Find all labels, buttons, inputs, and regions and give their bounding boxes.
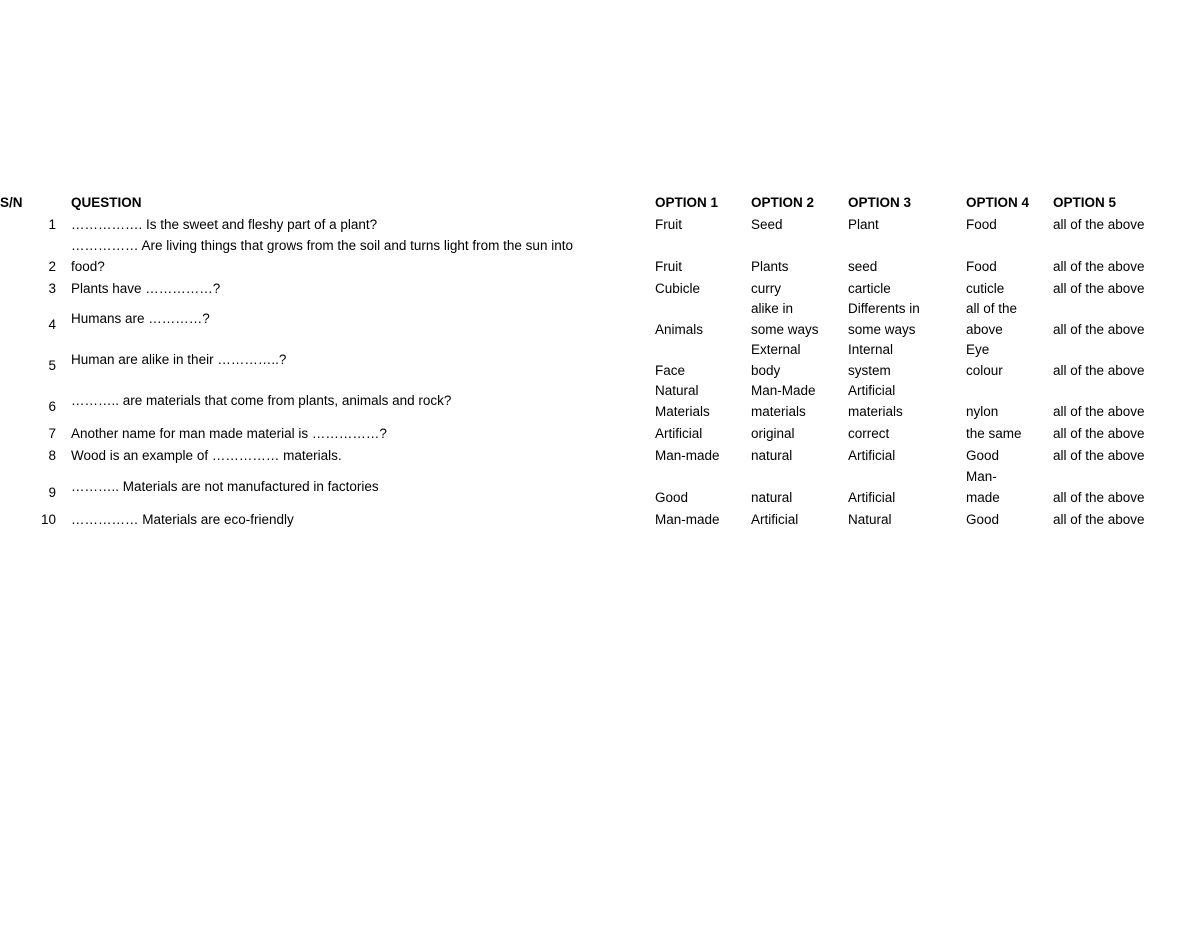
option-4 <box>966 277 1050 299</box>
option-5 <box>1053 277 1200 299</box>
option-2 <box>751 340 845 381</box>
option-2-line: natural <box>751 447 793 463</box>
question-text-line: Another name for man made material is ……………? <box>71 425 387 441</box>
question-text <box>71 299 641 344</box>
option-3 <box>848 466 963 508</box>
option-5-line: all of the above <box>1053 280 1145 296</box>
table-row <box>0 444 1200 466</box>
option-1-line: Good <box>655 489 689 505</box>
option-3 <box>848 508 963 530</box>
header-option-4: OPTION 4 <box>966 194 1030 210</box>
question-text-line: ……….. Materials are not manufactured in factories <box>71 478 379 494</box>
option-2 <box>751 508 845 530</box>
table-header-row <box>0 192 1200 213</box>
option-5 <box>1053 466 1200 508</box>
option-5-line: all of the above <box>1053 216 1145 232</box>
option-1 <box>655 422 747 444</box>
option-3-line: correct <box>848 425 890 441</box>
option-4-line: Man- <box>966 469 997 484</box>
row-number: 1 <box>48 216 56 232</box>
option-5 <box>1053 299 1200 340</box>
option-5 <box>1053 422 1200 444</box>
option-2-line: External <box>751 342 801 357</box>
option-2-line: alike in <box>751 301 794 316</box>
row-number: 3 <box>48 280 56 296</box>
option-1-line: Materials <box>655 403 710 419</box>
option-1 <box>655 235 747 277</box>
option-1 <box>655 508 747 530</box>
table-body <box>0 213 1200 530</box>
option-4-line: colour <box>966 362 1003 378</box>
option-5 <box>1053 213 1200 235</box>
question-text-line: ……….. are materials that come from plants, animals and rock? <box>71 393 452 409</box>
option-1-line: Animals <box>655 321 704 337</box>
option-1 <box>655 466 747 508</box>
option-3-line: Plant <box>848 216 879 232</box>
option-2 <box>751 444 845 466</box>
option-4 <box>966 508 1050 530</box>
question-text <box>71 213 641 235</box>
option-3-line: Internal <box>848 342 894 357</box>
row-number: 4 <box>48 317 56 333</box>
option-4 <box>966 381 1050 422</box>
option-4 <box>966 213 1050 235</box>
option-4 <box>966 235 1050 277</box>
option-2 <box>751 235 845 277</box>
option-5-line: all of the above <box>1053 489 1145 505</box>
option-1 <box>655 299 747 340</box>
option-3 <box>848 422 963 444</box>
option-4-line: above <box>966 321 1003 337</box>
option-1 <box>655 381 747 422</box>
option-4-line: Good <box>966 447 1000 463</box>
question-text <box>71 444 641 466</box>
header-option-1: OPTION 1 <box>655 194 719 210</box>
option-1-line: Fruit <box>655 258 682 274</box>
option-1-line: Fruit <box>655 216 682 232</box>
option-2-line: Man-Made <box>751 383 816 398</box>
option-4-line: Food <box>966 258 997 274</box>
question-text-line: food? <box>71 258 105 274</box>
question-text-line: Humans are …………? <box>71 311 210 327</box>
question-text <box>71 466 641 512</box>
option-4-line: Food <box>966 216 997 232</box>
option-3-line: Natural <box>848 511 892 527</box>
option-4-line: made <box>966 489 1000 505</box>
option-4 <box>966 422 1050 444</box>
question-text-line: Wood is an example of …………… materials. <box>71 447 342 463</box>
option-2-line: body <box>751 362 781 378</box>
option-5 <box>1053 444 1200 466</box>
row-number: 10 <box>40 511 56 527</box>
option-3-line: Artificial <box>848 383 896 398</box>
option-5 <box>1053 381 1200 422</box>
option-4-line: nylon <box>966 403 999 419</box>
option-2 <box>751 299 845 340</box>
option-4-line: Eye <box>966 342 990 357</box>
table-row <box>0 213 1200 235</box>
question-text <box>71 277 641 299</box>
option-4-line: the same <box>966 425 1022 441</box>
option-5-line: all of the above <box>1053 258 1145 274</box>
option-2 <box>751 213 845 235</box>
option-3 <box>848 340 963 381</box>
header-option-3: OPTION 3 <box>848 194 912 210</box>
option-3 <box>848 277 963 299</box>
question-text-line: Plants have ……………? <box>71 280 221 296</box>
option-1 <box>655 340 747 381</box>
option-3 <box>848 299 963 340</box>
question-text-line: ……………. Is the sweet and fleshy part of a plant? <box>71 216 378 232</box>
option-3 <box>848 235 963 277</box>
option-3-line: Artificial <box>848 489 896 505</box>
option-4-line: Good <box>966 511 1000 527</box>
table-row <box>0 422 1200 444</box>
row-number: 2 <box>48 258 56 274</box>
option-1-line: Natural <box>655 383 699 398</box>
option-3-line: carticle <box>848 280 891 296</box>
header-option-5: OPTION 5 <box>1053 194 1117 210</box>
table-row <box>0 277 1200 299</box>
table-row <box>0 508 1200 530</box>
option-2-line: Seed <box>751 216 783 232</box>
question-text <box>71 381 641 426</box>
option-2-line: Artificial <box>751 511 799 527</box>
question-text <box>71 422 641 444</box>
option-3 <box>848 381 963 422</box>
option-3-line: Artificial <box>848 447 896 463</box>
question-text-line: …………… Materials are eco-friendly <box>71 511 294 527</box>
option-3-line: Differents in <box>848 301 920 316</box>
table-row <box>0 235 1200 277</box>
option-2-line: Plants <box>751 258 789 274</box>
option-1-line: Artificial <box>655 425 703 441</box>
question-text-line: …………… Are living things that grows from the soil and turns light from the sun into <box>71 238 573 253</box>
option-4 <box>966 466 1050 508</box>
option-4 <box>966 299 1050 340</box>
row-number: 8 <box>48 447 56 463</box>
option-4-line: cuticle <box>966 280 1005 296</box>
option-5-line: all of the above <box>1053 321 1145 337</box>
option-1-line: Cubicle <box>655 280 701 296</box>
option-2-line: original <box>751 425 795 441</box>
option-5-line: all of the above <box>1053 447 1145 463</box>
row-number: 9 <box>48 484 56 500</box>
option-2-line: curry <box>751 280 781 296</box>
option-4 <box>966 444 1050 466</box>
option-1 <box>655 213 747 235</box>
option-2 <box>751 381 845 422</box>
option-5-line: all of the above <box>1053 425 1145 441</box>
option-5-line: all of the above <box>1053 362 1145 378</box>
option-1-line: Face <box>655 362 686 378</box>
option-3 <box>848 444 963 466</box>
table-row <box>0 381 1200 422</box>
table-row <box>0 466 1200 508</box>
option-2-line: some ways <box>751 321 819 337</box>
option-4-line: all of the <box>966 301 1018 316</box>
table-row <box>0 299 1200 340</box>
option-2-line: materials <box>751 403 806 419</box>
question-text <box>71 235 641 277</box>
option-5 <box>1053 235 1200 277</box>
option-5-line: all of the above <box>1053 511 1145 527</box>
option-3-line: some ways <box>848 321 916 337</box>
option-5 <box>1053 340 1200 381</box>
option-1-line: Man-made <box>655 511 720 527</box>
option-1 <box>655 444 747 466</box>
option-2-line: natural <box>751 489 793 505</box>
question-text-line: Human are alike in their …………..? <box>71 352 287 368</box>
option-3-line: seed <box>848 258 878 274</box>
question-text <box>71 340 641 385</box>
header-sn: S/N <box>0 194 23 210</box>
option-2 <box>751 422 845 444</box>
option-3-line: materials <box>848 403 903 419</box>
option-3-line: system <box>848 362 891 378</box>
option-2 <box>751 277 845 299</box>
option-2 <box>751 466 845 508</box>
question-text <box>71 508 641 530</box>
row-number: 6 <box>48 399 56 415</box>
row-number: 5 <box>48 358 56 374</box>
option-5-line: all of the above <box>1053 403 1145 419</box>
table-row <box>0 340 1200 381</box>
question-table <box>0 192 1200 530</box>
option-5 <box>1053 508 1200 530</box>
header-option-2: OPTION 2 <box>751 194 815 210</box>
row-number: 7 <box>48 425 56 441</box>
option-1-line: Man-made <box>655 447 720 463</box>
option-4 <box>966 340 1050 381</box>
option-1 <box>655 277 747 299</box>
header-question: QUESTION <box>71 194 142 210</box>
option-3 <box>848 213 963 235</box>
